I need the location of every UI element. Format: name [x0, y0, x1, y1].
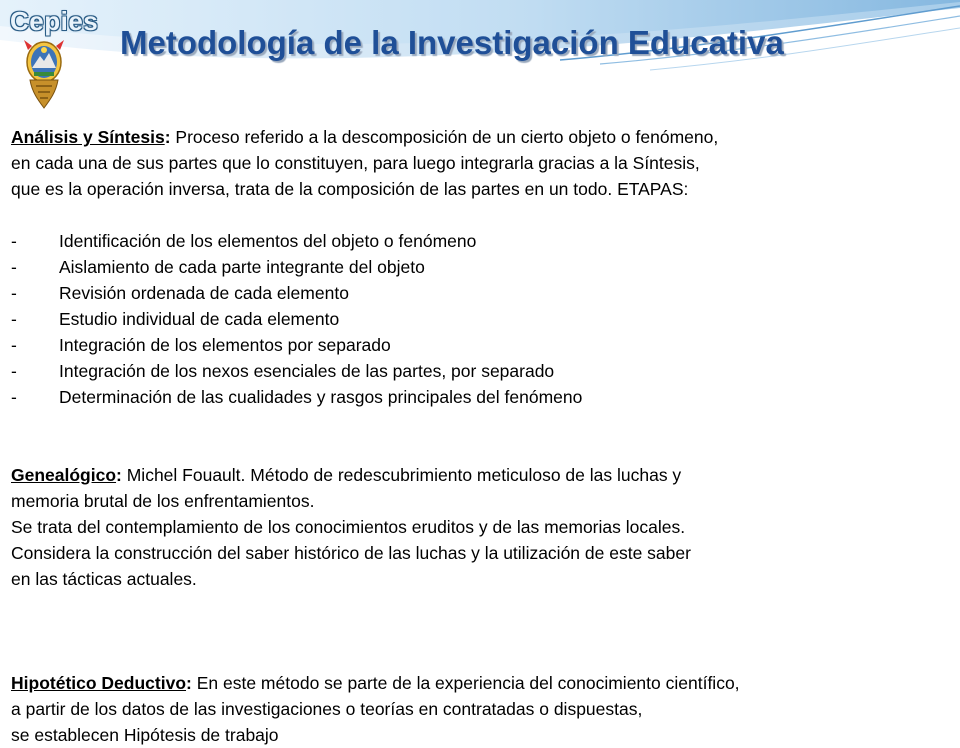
genealogico-term: Genealógico [11, 465, 117, 485]
term-colon: : [116, 465, 122, 485]
etapas-list [11, 228, 951, 410]
analisis-line: en cada una de sus partes que lo constituyen, para luego integrarla gracias a la Síntesis, [11, 153, 700, 173]
term-colon: : [186, 673, 192, 693]
genealogico-line: en las tácticas actuales. [11, 569, 197, 589]
list-item-text: Integración de los nexos esenciales de las partes, por separado [59, 361, 555, 381]
spacer [11, 592, 951, 670]
hipotetico-line: En este método se parte de la experiencia del conocimiento científico, [196, 673, 740, 693]
list-dash: - [11, 309, 17, 329]
spacer [11, 410, 951, 462]
list-item-text: Revisión ordenada de cada elemento [59, 283, 349, 303]
list-item-text: Integración de los elementos por separado [59, 335, 391, 355]
list-dash: - [11, 387, 17, 407]
list-item [11, 306, 951, 332]
list-item-text: Estudio individual de cada elemento [59, 309, 340, 329]
list-item [11, 254, 951, 280]
genealogico-line: memoria brutal de los enfrentamientos. [11, 491, 315, 511]
term-colon: : [164, 127, 171, 147]
list-item [11, 332, 951, 358]
list-dash: - [11, 335, 17, 355]
list-dash: - [11, 257, 17, 277]
hipotetico-intro-line [11, 670, 951, 696]
analisis-line: que es la operación inversa, trata de la composición de las partes en un todo. ETAPAS: [11, 179, 689, 199]
genealogico-intro-line [11, 462, 951, 488]
analisis-intro-line [11, 124, 951, 150]
brand-logo-text: Cepies [10, 6, 99, 36]
analisis-line: Proceso referido a la descomposición de un cierto objeto o fenómeno, [175, 127, 719, 147]
list-item [11, 384, 951, 410]
list-item [11, 228, 951, 254]
hipotetico-line: se establecen Hipótesis de trabajo [11, 725, 279, 745]
list-item-text: Identificación de los elementos del objeto o fenómeno [59, 231, 477, 251]
genealogico-line: Considera la construcción del saber histórico de las luchas y la utilización de este saber [11, 543, 691, 563]
genealogico-line: Michel Fouault. Método de redescubrimiento meticuloso de las luchas y [126, 465, 682, 485]
analisis-term: Análisis y Síntesis [11, 127, 165, 147]
genealogico-line: Se trata del contemplamiento de los conocimientos eruditos y de las memorias locales. [11, 517, 686, 537]
hipotetico-term: Hipotético Deductivo [11, 673, 187, 693]
slide-content [11, 124, 951, 748]
list-dash: - [11, 231, 17, 251]
coat-of-arms-icon [22, 36, 66, 112]
list-dash: - [11, 361, 17, 381]
list-item-text: Aislamiento de cada parte integrante del objeto [59, 257, 425, 277]
page-title: Metodología de la Investigación Educativa [120, 24, 784, 61]
list-item [11, 280, 951, 306]
list-item-text: Determinación de las cualidades y rasgos principales del fenómeno [59, 387, 583, 407]
list-dash: - [11, 283, 17, 303]
hipotetico-line: a partir de los datos de las investigaciones o teorías en contratadas o dispuestas, [11, 699, 643, 719]
list-item [11, 358, 951, 384]
